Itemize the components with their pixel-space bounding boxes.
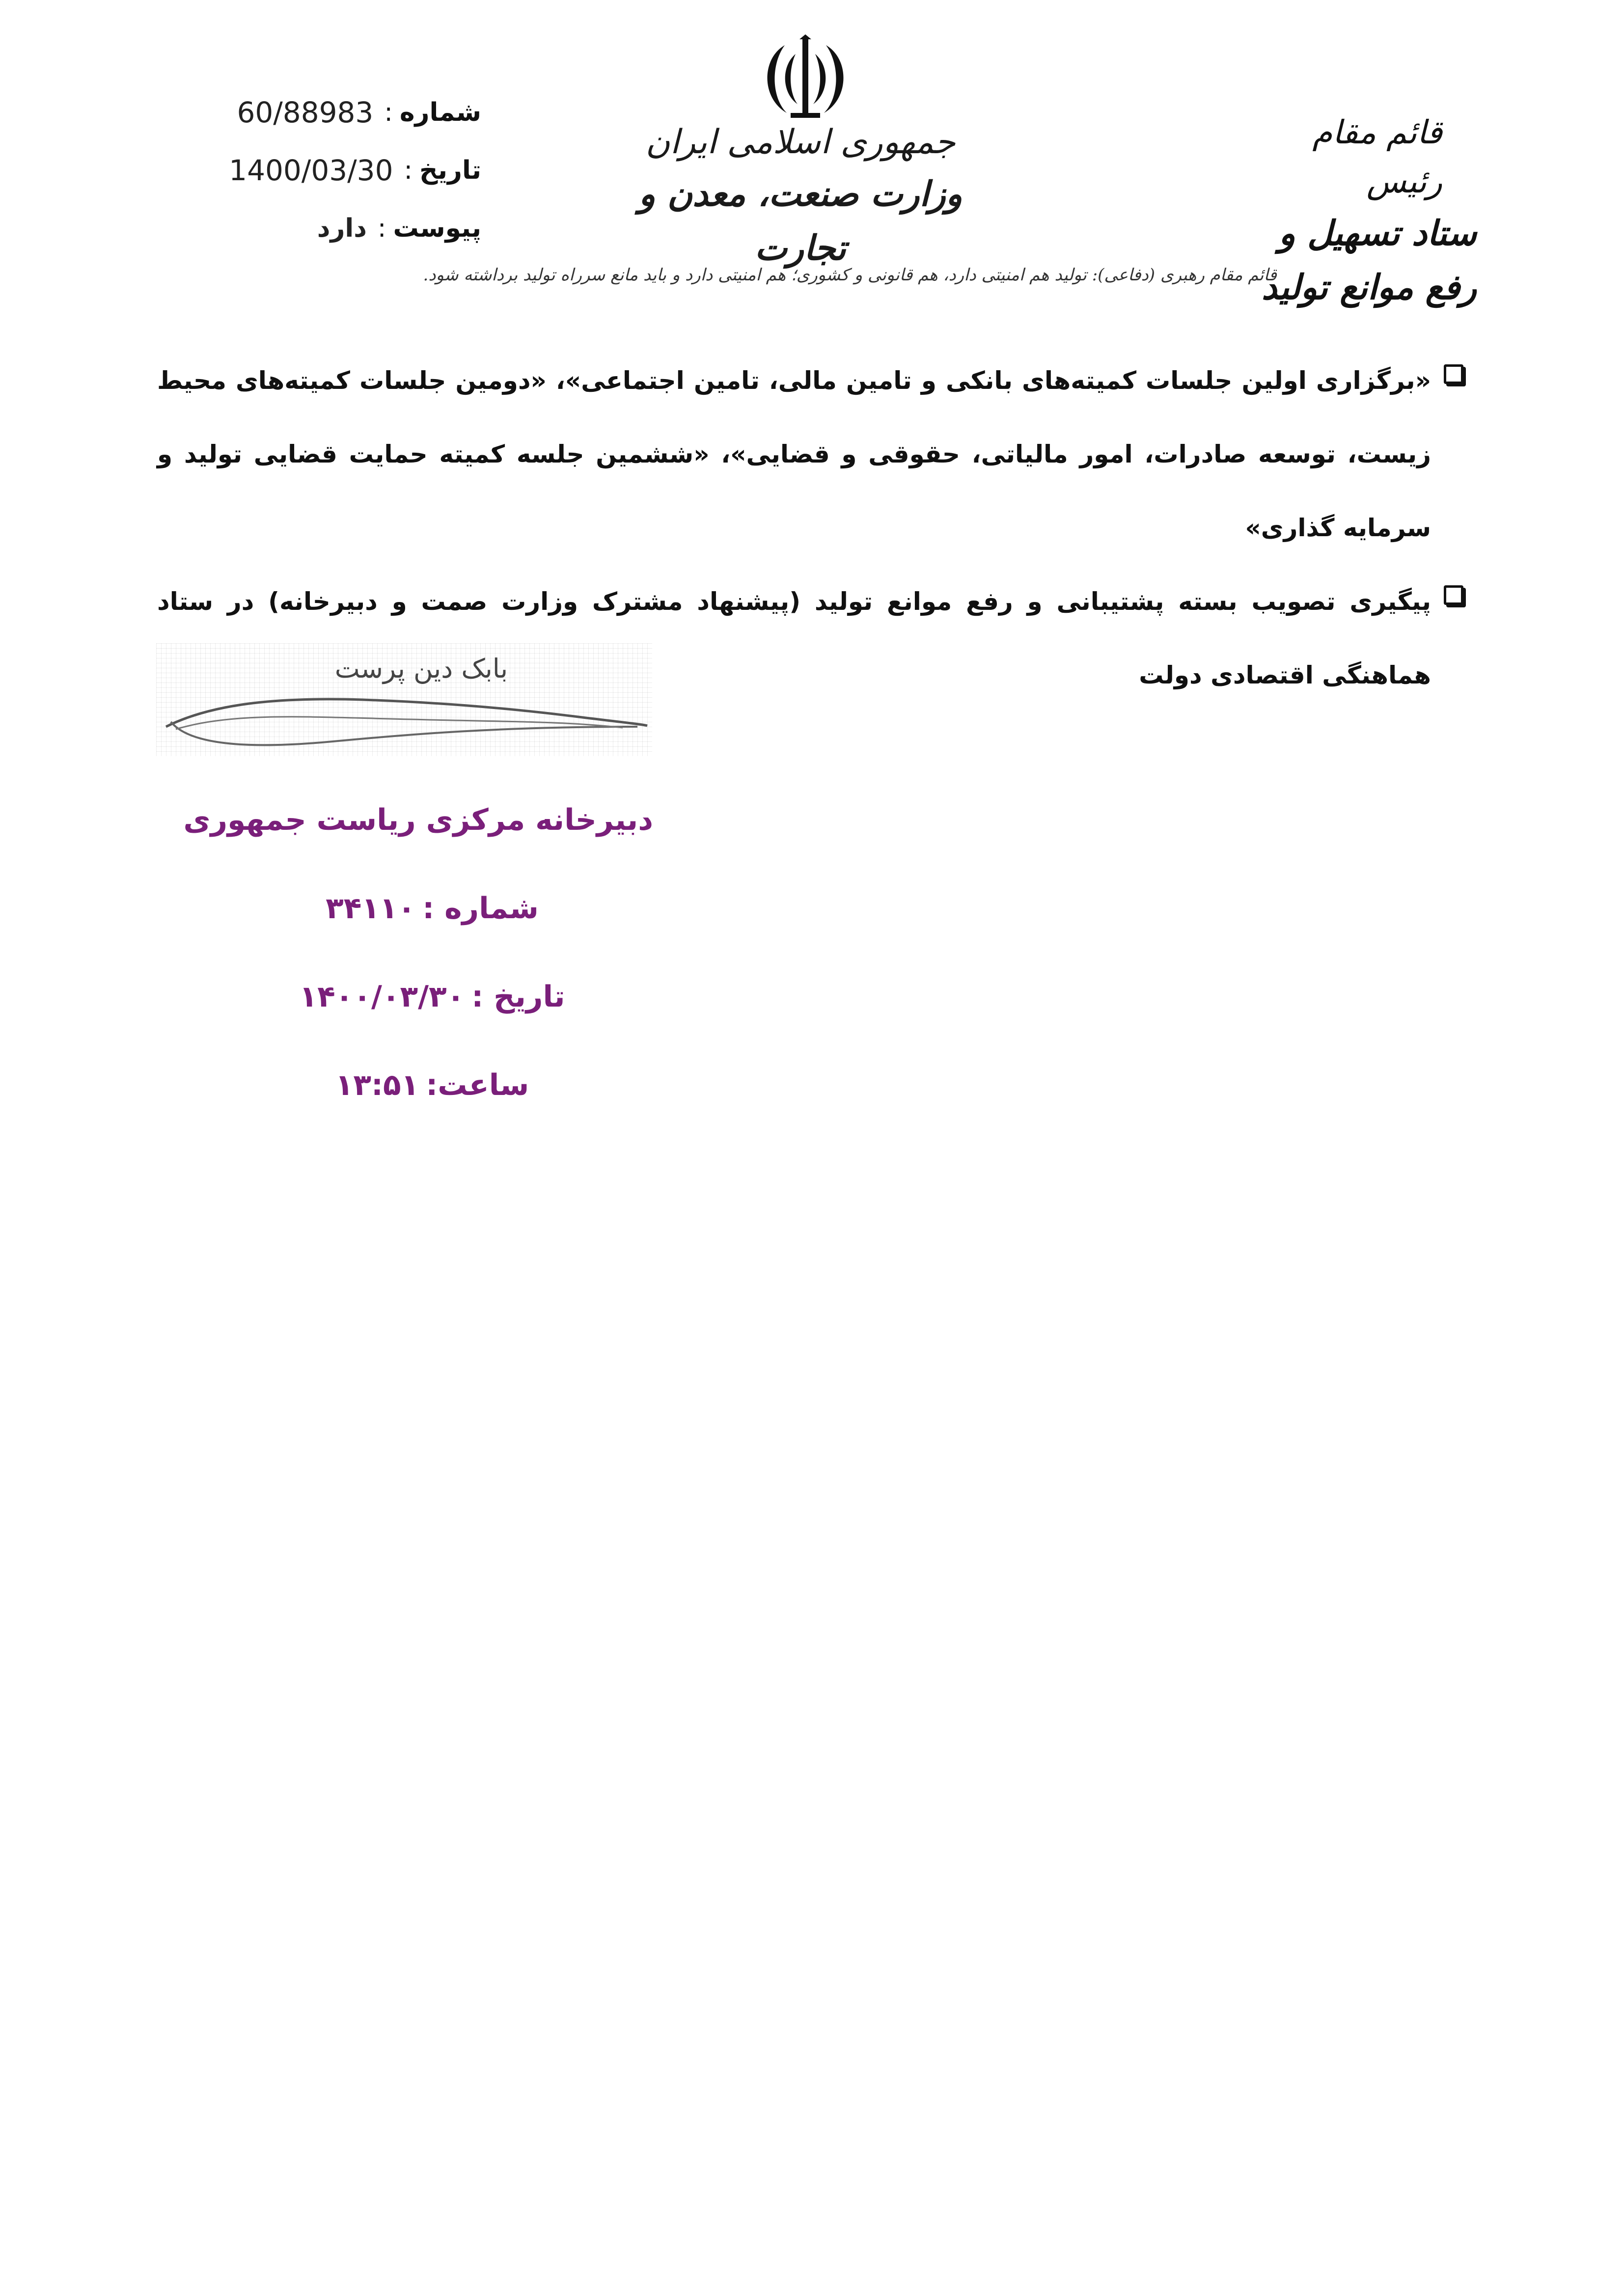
- deputy-title-line2: ستاد تسهیل و رفع موانع تولید: [1262, 213, 1477, 307]
- list-item-text: «برگزاری اولین جلسات کمیته‌های بانکی و تامین مالی، تامین اجتماعی»، «دومین جلسات کمیته‌های محیط زیست، توسعه صادرات، امور مالیاتی، حقوقی و قضایی»، «ششمین جلسه کمیته حمایت قضایی تولید و سرمایه گذاری»: [157, 366, 1431, 542]
- ministry-title: [614, 118, 987, 275]
- iran-emblem-icon: [756, 34, 854, 128]
- stamp-number-value: ۳۴۱۱۰: [326, 891, 416, 926]
- letter-number-value: 60/88983: [237, 96, 374, 129]
- letter-number-row: [187, 83, 481, 141]
- stamp-time-row: [211, 1051, 653, 1139]
- letter-date-label: تاریخ: [419, 156, 481, 185]
- signature-stroke-icon: [156, 643, 652, 756]
- letter-number-label: شماره: [399, 98, 481, 127]
- list-item: [157, 344, 1463, 565]
- stamp-date-value: ۱۴۰۰/۰۳/۳۰: [299, 980, 465, 1014]
- letter-attachment-value: دارد: [317, 214, 367, 243]
- ministry-title-line1: جمهوری اسلامی ایران: [645, 123, 956, 162]
- stamp-date-row: [211, 962, 653, 1051]
- letter-date-row: [187, 141, 481, 199]
- stamp-title: دبیرخانه مرکزی ریاست جمهوری: [183, 803, 653, 837]
- letter-number-separator: :: [384, 98, 393, 127]
- header-quote: قائم مقام رهبری (دفاعی): تولید هم امنیتی دارد، هم قانونی و کشوری؛ هم امنیتی دارد و باید مانع سرراه تولید برداشته شود.: [423, 265, 1277, 285]
- letter-date-value: 1400/03/30: [229, 154, 393, 187]
- letter-meta: [187, 83, 481, 257]
- stamp-number-row: [211, 874, 653, 962]
- list-item-text: پیگیری تصویب بسته پشتیبانی و رفع موانع تولید (پیشنهاد مشترک وزارت صمت و دبیرخانه) در ستاد هماهنگی اقتصادی دولت: [157, 587, 1431, 689]
- ministry-title-line2: وزارت صنعت، معدن و تجارت: [638, 173, 963, 268]
- letter-attachment-label: پیوست: [393, 214, 481, 243]
- letter-attachment-separator: :: [377, 214, 386, 243]
- letter-date-separator: :: [404, 156, 413, 185]
- checkbox-bullet-icon: [1444, 364, 1463, 384]
- letter-attachment-row: [187, 199, 481, 257]
- checkbox-bullet-icon: [1444, 585, 1463, 605]
- stamp-time-label: ساعت:: [426, 1068, 529, 1102]
- signer-name: بابک دین پرست: [334, 653, 508, 684]
- stamp-date-label: تاریخ :: [471, 980, 565, 1014]
- stamp-time-value: ۱۳:۵۱: [335, 1068, 419, 1102]
- signature: [156, 643, 652, 756]
- secretariat-stamp: [183, 786, 653, 1139]
- stamp-number-label: شماره :: [422, 891, 539, 926]
- deputy-title-line1: قائم مقام رئیس: [1312, 113, 1442, 200]
